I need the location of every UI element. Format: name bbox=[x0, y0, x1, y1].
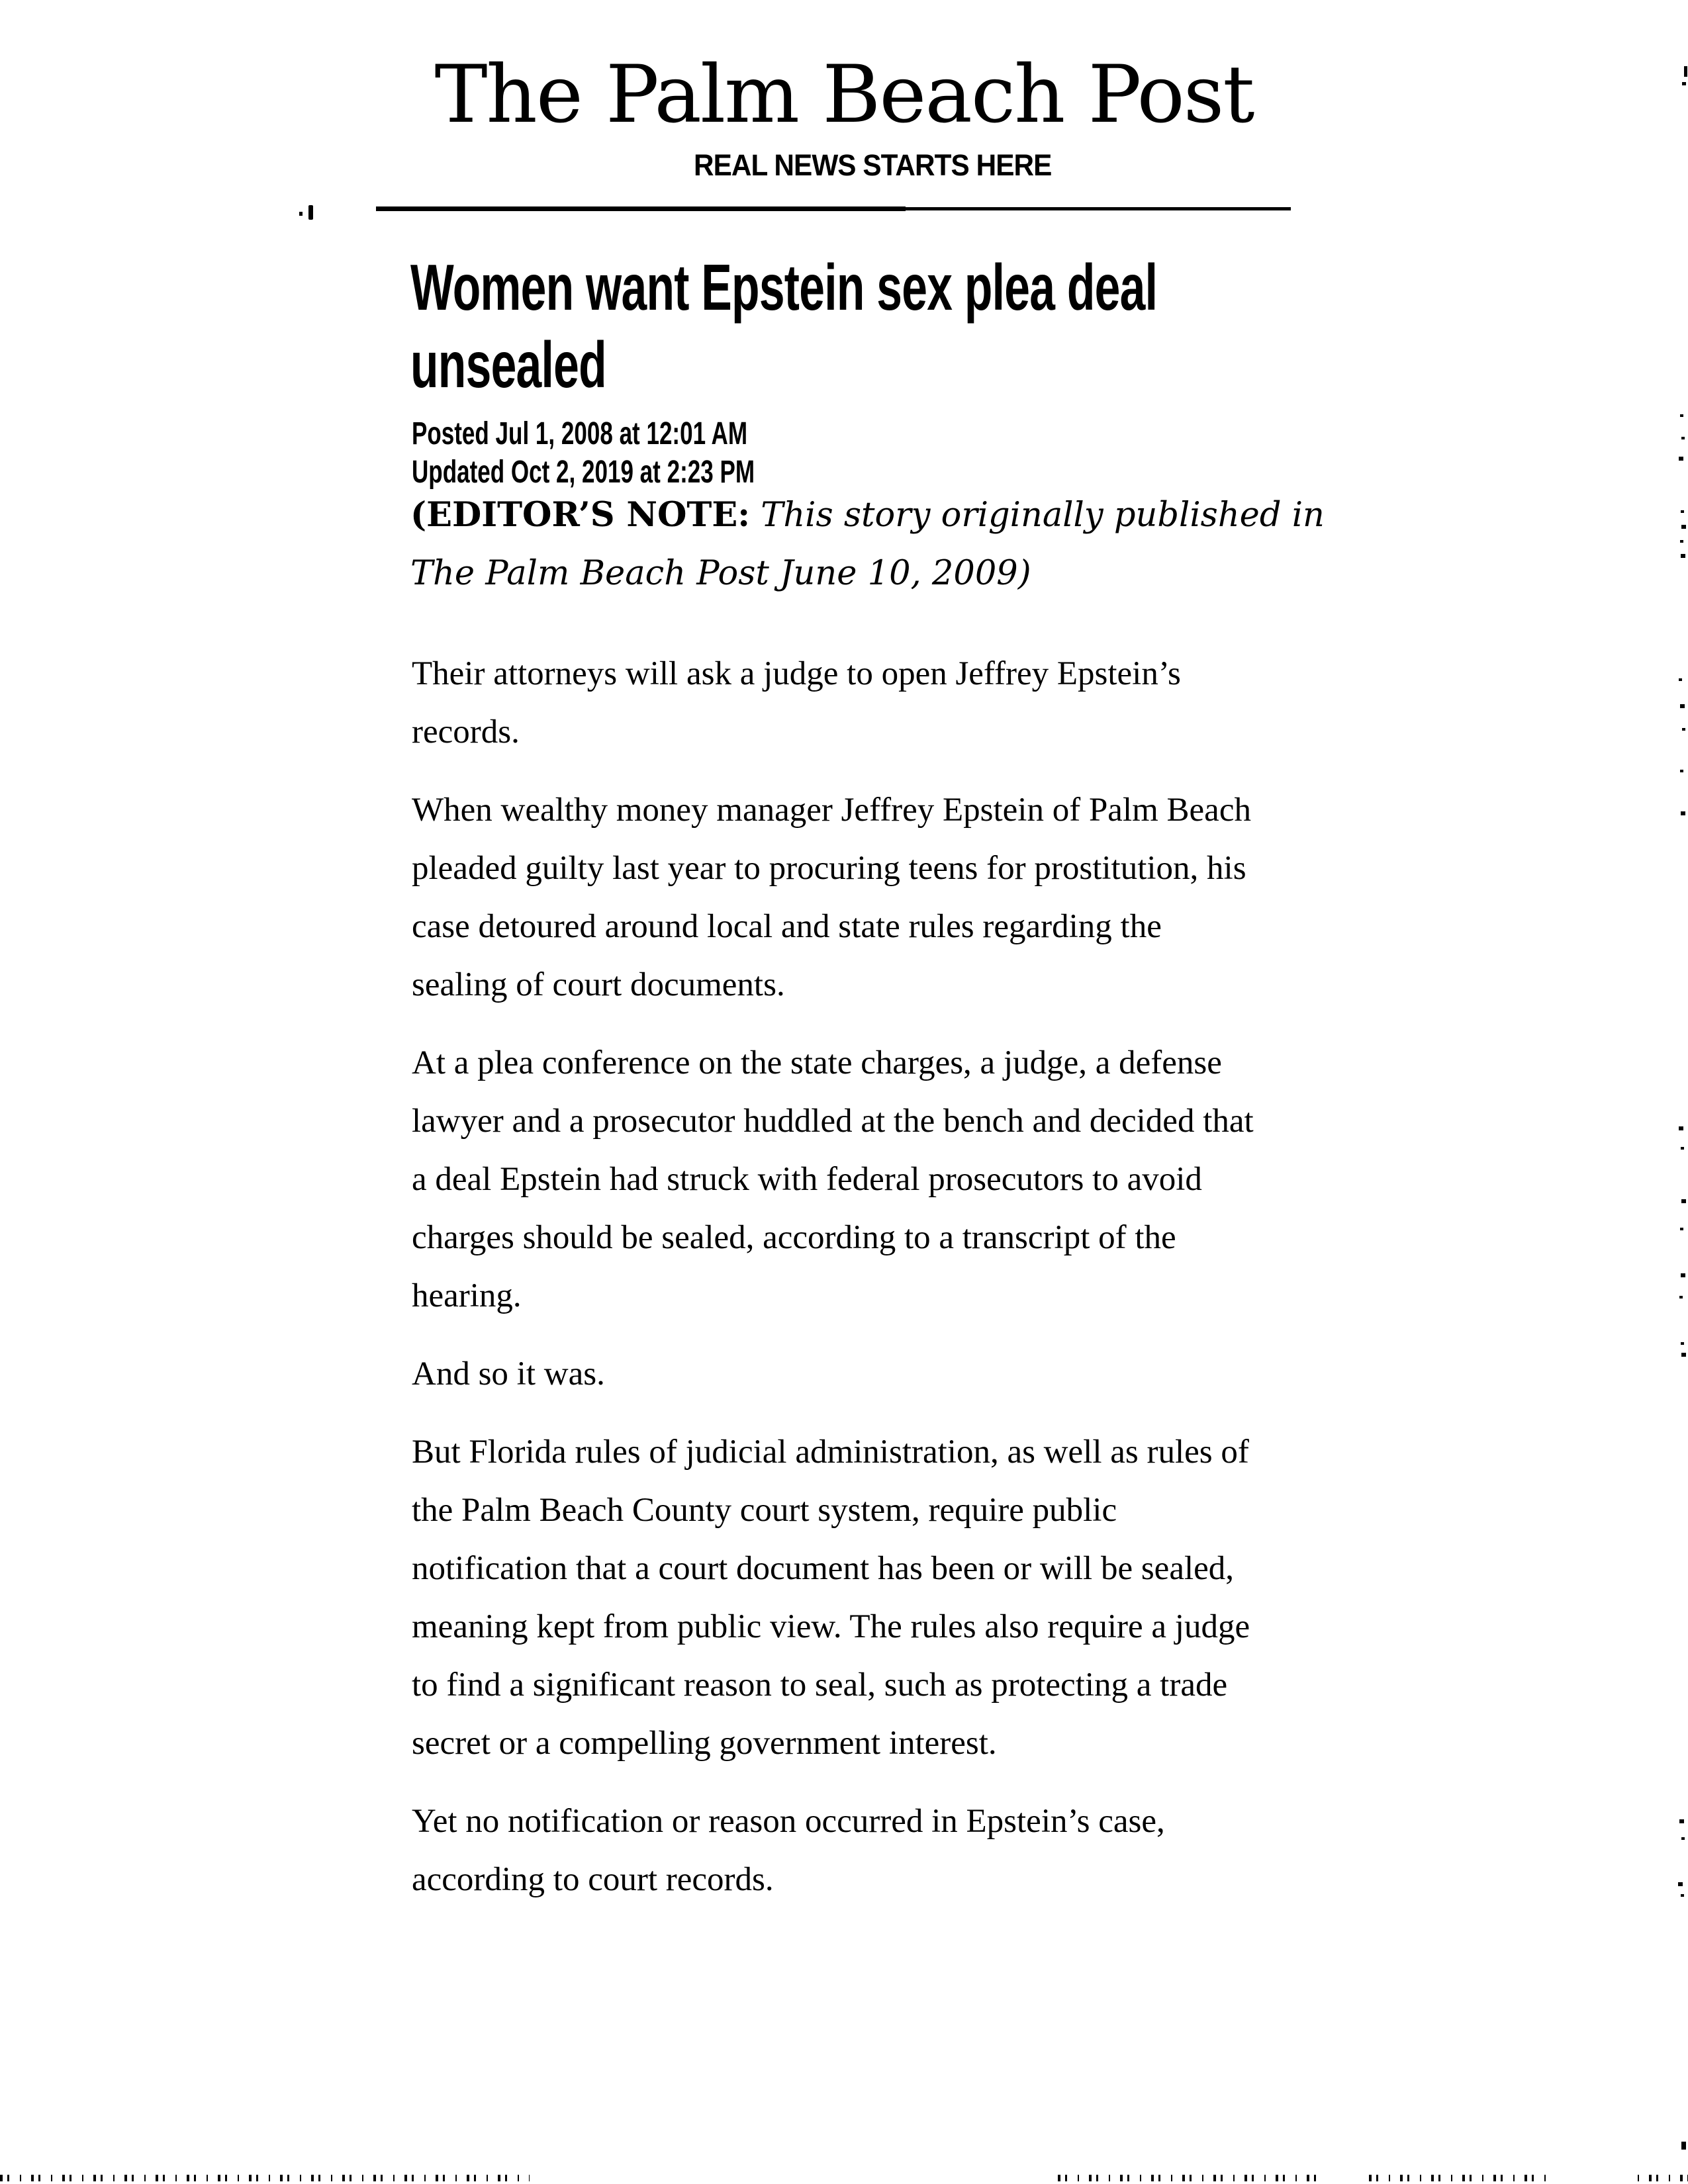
editors-note-text: This story originally published in The Palm Beach Post June 10, 2009) bbox=[410, 496, 1325, 593]
article-body bbox=[412, 645, 1266, 1929]
scan-noise-top-right-dot bbox=[1682, 82, 1686, 85]
updated-timestamp: Updated Oct 2, 2019 at 2:23 PM bbox=[412, 455, 755, 490]
article-paragraph: And so it was. bbox=[412, 1355, 605, 1392]
article-headline: Women want Epstein sex plea deal unsealed bbox=[410, 251, 1158, 401]
article-paragraph: At a plea conference on the state charges, a judge, a defense lawyer and a prosecutor huddled at the bench and decided that a deal Epstein had struck with federal prosecutors to avoid charges should be sealed, according to a transcript of the hearing. bbox=[412, 1044, 1254, 1314]
posted-timestamp: Posted Jul 1, 2008 at 12:01 AM bbox=[412, 416, 748, 451]
scan-noise-top-right bbox=[1684, 66, 1687, 77]
article-paragraph: When wealthy money manager Jeffrey Epstein of Palm Beach pleaded guilty last year to procuring teens for prostitution, his case detoured around local and state rules regarding the sealing of court documents. bbox=[412, 792, 1251, 1003]
masthead-rule-thin bbox=[904, 207, 1291, 210]
scan-noise-right-edge bbox=[1680, 414, 1683, 417]
masthead-title: The Palm Beach Post bbox=[434, 49, 1254, 141]
scan-noise-gap bbox=[1316, 2172, 1362, 2184]
masthead-rule bbox=[376, 206, 906, 211]
scan-mark-dot bbox=[299, 212, 303, 216]
scan-noise-gap bbox=[530, 2172, 1053, 2184]
scan-noise-gap bbox=[1546, 2172, 1635, 2184]
article-paragraph: Their attorneys will ask a judge to open Jeffrey Epstein’s records. bbox=[412, 655, 1181, 751]
article-paragraph: Yet no notification or reason occurred in Epstein’s case, according to court records. bbox=[412, 1803, 1165, 1898]
editors-note-label: (EDITOR’S NOTE: bbox=[410, 495, 751, 535]
article-paragraph: But Florida rules of judicial administration, as well as rules of the Palm Beach County court system, require public notification that a court document has been or will be sealed, meaning kept from public view. The rules also require a judge to find a significant reason to seal, such as protecting a trade secret or a compelling government interest. bbox=[412, 1433, 1250, 1762]
editors-note bbox=[410, 486, 1337, 603]
scan-mark-tick bbox=[308, 205, 313, 220]
masthead-tagline: REAL NEWS STARTS HERE bbox=[694, 148, 1052, 182]
scan-noise-bottom-right bbox=[1681, 2142, 1686, 2150]
